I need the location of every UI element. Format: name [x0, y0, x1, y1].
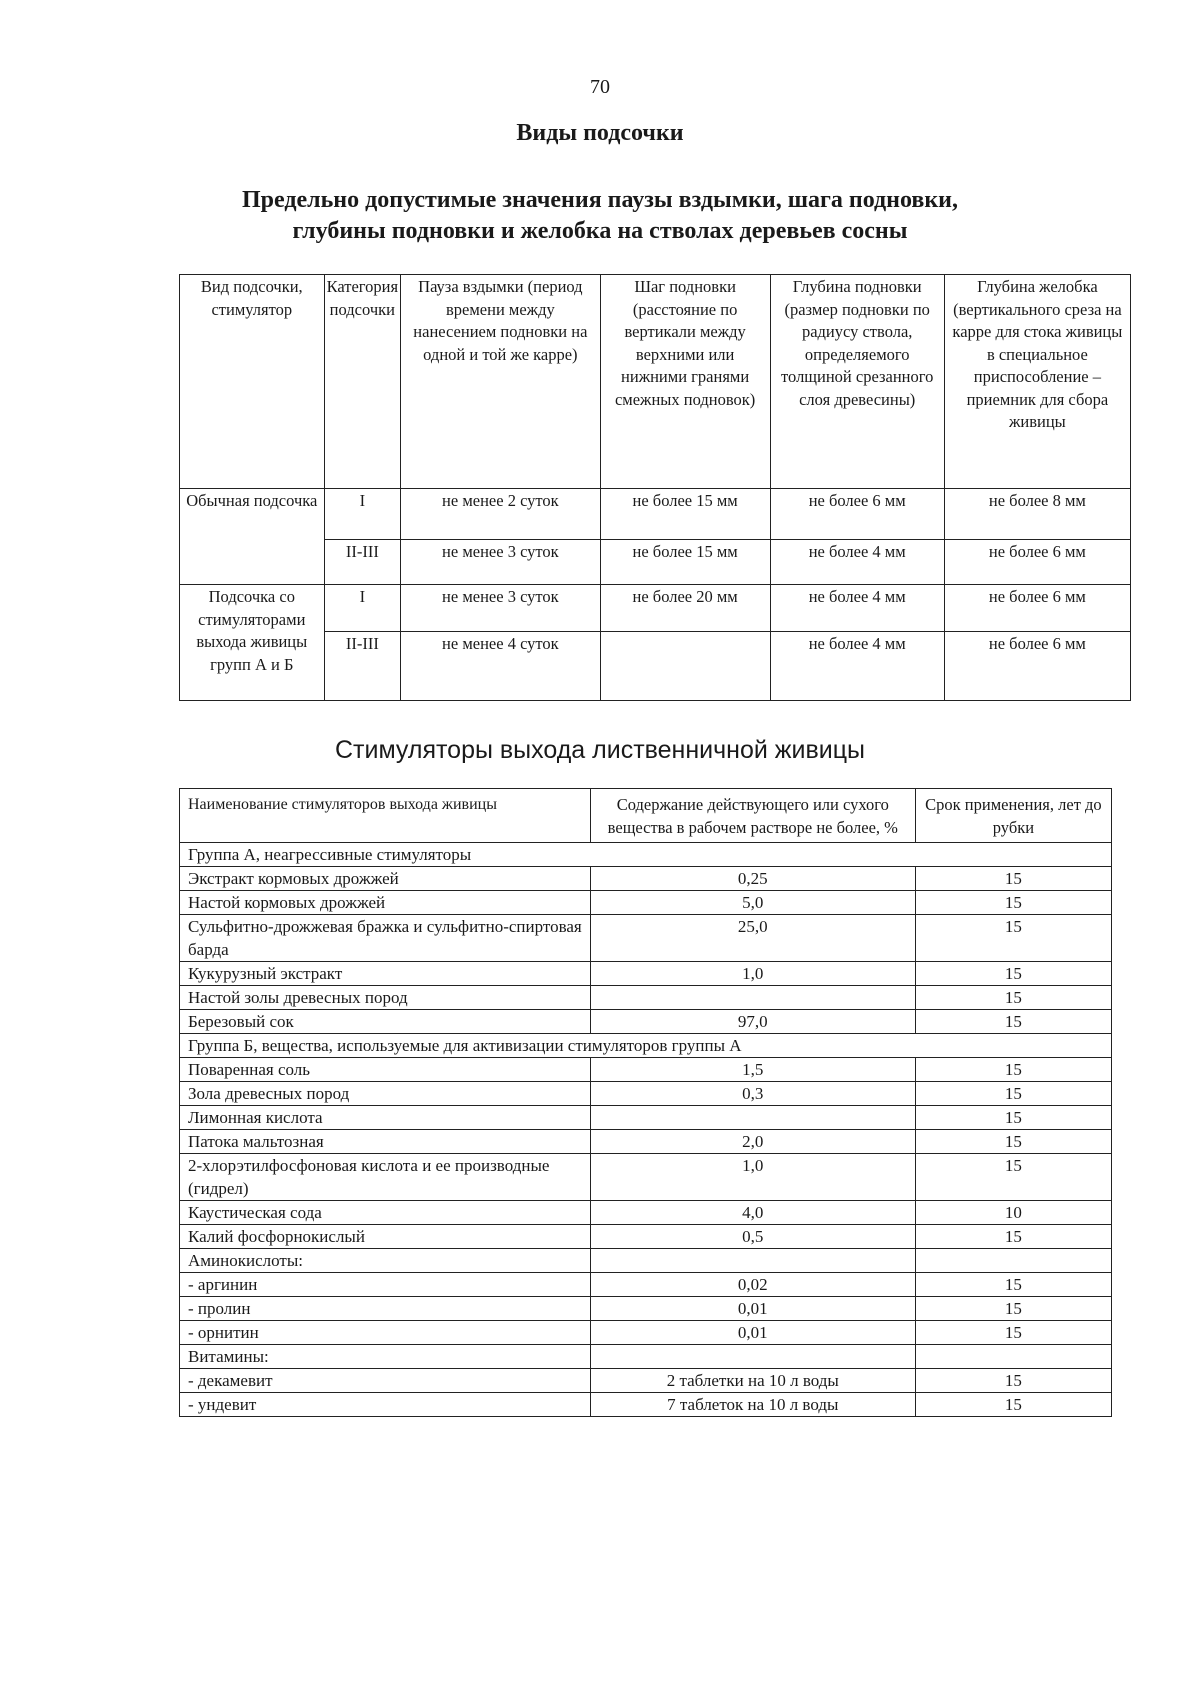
- stimulator-name-cell: - декамевит: [180, 1369, 591, 1393]
- term-years-cell: 15: [915, 1297, 1111, 1321]
- term-years-cell: 15: [915, 1106, 1111, 1130]
- depth-cell: не более 6 мм: [770, 489, 944, 540]
- table2-row: [180, 962, 1112, 986]
- term-years-cell: 15: [915, 1273, 1111, 1297]
- groove-cell: не более 6 мм: [944, 540, 1130, 585]
- term-years-cell: 15: [915, 891, 1111, 915]
- table2-row: [180, 1010, 1112, 1034]
- depth-cell: не более 4 мм: [770, 540, 944, 585]
- table2-row: [180, 1249, 1112, 1273]
- term-years-cell: 15: [915, 986, 1111, 1010]
- stimulator-name-cell: 2-хлорэтилфосфоновая кислота и ее производные (гидрел): [180, 1154, 591, 1201]
- table2-row: [180, 1345, 1112, 1369]
- term-years-cell: 15: [915, 867, 1111, 891]
- stimulator-name-cell: Кукурузный экстракт: [180, 962, 591, 986]
- content-percent-cell: 0,5: [590, 1225, 915, 1249]
- stimulator-name-cell: Сульфитно-дрожжевая бражка и сульфитно-спиртовая барда: [180, 915, 591, 962]
- step-cell: не более 15 мм: [600, 540, 770, 585]
- table2-header-cell: Наименование стимуляторов выхода живицы: [180, 789, 591, 843]
- content-percent-cell: 2 таблетки на 10 л воды: [590, 1369, 915, 1393]
- category-cell: II-III: [324, 540, 401, 585]
- table2-header-cell: Срок применения, лет до рубки: [915, 789, 1111, 843]
- table2-group-row: [180, 843, 1112, 867]
- table2-row: [180, 1106, 1112, 1130]
- term-years-cell: [915, 1345, 1111, 1369]
- content-percent-cell: 0,01: [590, 1321, 915, 1345]
- table2-header-cell: Содержание действующего или сухого вещества в рабочем растворе не более, %: [590, 789, 915, 843]
- groove-cell: не более 6 мм: [944, 585, 1130, 632]
- content-percent-cell: 0,25: [590, 867, 915, 891]
- table2-group-row: [180, 1034, 1112, 1058]
- tapping-type-cell: Подсочка со стимуляторами выхода живицы групп А и Б: [180, 585, 325, 701]
- table2-row: [180, 986, 1112, 1010]
- table2-row: [180, 1225, 1112, 1249]
- content-percent-cell: 1,5: [590, 1058, 915, 1082]
- table2-header-row: [180, 789, 1112, 843]
- section-heading: Виды подсочки: [516, 120, 684, 146]
- pause-cell: не менее 3 суток: [401, 540, 601, 585]
- groove-cell: не более 6 мм: [944, 632, 1130, 701]
- content-percent-cell: 25,0: [590, 915, 915, 962]
- stimulator-name-cell: - пролин: [180, 1297, 591, 1321]
- term-years-cell: 15: [915, 1010, 1111, 1034]
- stimulator-name-cell: Поваренная соль: [180, 1058, 591, 1082]
- content-percent-cell: 4,0: [590, 1201, 915, 1225]
- step-cell: не более 20 мм: [600, 585, 770, 632]
- stimulator-name-cell: Каустическая сода: [180, 1201, 591, 1225]
- depth-cell: не более 4 мм: [770, 585, 944, 632]
- table1-header-cell: Вид подсочки, стимулятор: [180, 275, 325, 489]
- category-cell: II-III: [324, 632, 401, 701]
- table2-row: [180, 1058, 1112, 1082]
- pause-cell: не менее 4 суток: [401, 632, 601, 701]
- content-percent-cell: 0,02: [590, 1273, 915, 1297]
- table1-header-cell: Глубина желобка (вертикального среза на карре для стока живицы в специальное приспособление – приемник для сбора живицы: [944, 275, 1130, 489]
- content-percent-cell: [590, 1106, 915, 1130]
- table2-title: Стимуляторы выхода лиственничной живицы: [334, 736, 866, 764]
- table2-row: [180, 1369, 1112, 1393]
- stimulator-name-cell: Аминокислоты:: [180, 1249, 591, 1273]
- table2-row: [180, 1201, 1112, 1225]
- table1-header-cell: Пауза вздымки (период времени между нанесением подновки на одной и той же карре): [401, 275, 601, 489]
- content-percent-cell: [590, 986, 915, 1010]
- table1-row: [180, 585, 1131, 632]
- table2-row: [180, 1082, 1112, 1106]
- content-percent-cell: 1,0: [590, 962, 915, 986]
- table1-title-line2: глубины подновки и желобка на стволах деревьев сосны: [292, 218, 908, 244]
- stimulator-name-cell: Зола древесных пород: [180, 1082, 591, 1106]
- table1-header-cell: Шаг подновки (расстояние по вертикали между верхними или нижними гранями смежных подновок): [600, 275, 770, 489]
- term-years-cell: 15: [915, 962, 1111, 986]
- group-label-cell: Группа Б, вещества, используемые для активизации стимуляторов группы А: [180, 1034, 1112, 1058]
- content-percent-cell: 5,0: [590, 891, 915, 915]
- table2-row: [180, 915, 1112, 962]
- pause-cell: не менее 2 суток: [401, 489, 601, 540]
- content-percent-cell: 2,0: [590, 1130, 915, 1154]
- content-percent-cell: [590, 1249, 915, 1273]
- term-years-cell: 10: [915, 1201, 1111, 1225]
- step-cell: не более 15 мм: [600, 489, 770, 540]
- stimulator-name-cell: - орнитин: [180, 1321, 591, 1345]
- stimulators-table: [179, 788, 1112, 1417]
- table1-row: [180, 489, 1131, 540]
- table1-header-row: [180, 275, 1131, 489]
- table2-row: [180, 1393, 1112, 1417]
- content-percent-cell: 0,01: [590, 1297, 915, 1321]
- groove-cell: не более 8 мм: [944, 489, 1130, 540]
- table2-row: [180, 1321, 1112, 1345]
- term-years-cell: 15: [915, 1154, 1111, 1201]
- table2-row: [180, 891, 1112, 915]
- table1-header-cell: Глубина подновки (размер подновки по радиусу ствола, определяемого толщиной срезанного слоя древесины): [770, 275, 944, 489]
- term-years-cell: 15: [915, 1225, 1111, 1249]
- table2-row: [180, 1130, 1112, 1154]
- group-label-cell: Группа А, неагрессивные стимуляторы: [180, 843, 1112, 867]
- table2-row: [180, 1273, 1112, 1297]
- content-percent-cell: [590, 1345, 915, 1369]
- step-cell: [600, 632, 770, 701]
- term-years-cell: 15: [915, 1130, 1111, 1154]
- content-percent-cell: 1,0: [590, 1154, 915, 1201]
- category-cell: I: [324, 489, 401, 540]
- table2-row: [180, 1297, 1112, 1321]
- stimulator-name-cell: Патока мальтозная: [180, 1130, 591, 1154]
- content-percent-cell: 0,3: [590, 1082, 915, 1106]
- content-percent-cell: 7 таблеток на 10 л воды: [590, 1393, 915, 1417]
- term-years-cell: 15: [915, 1369, 1111, 1393]
- tapping-type-cell: Обычная подсочка: [180, 489, 325, 585]
- stimulator-name-cell: - ундевит: [180, 1393, 591, 1417]
- stimulator-name-cell: Витамины:: [180, 1345, 591, 1369]
- depth-cell: не более 4 мм: [770, 632, 944, 701]
- stimulator-name-cell: Настой золы древесных пород: [180, 986, 591, 1010]
- table1-header-cell: Категория подсочки: [324, 275, 401, 489]
- table1-title: [150, 185, 1050, 247]
- category-cell: I: [324, 585, 401, 632]
- stimulator-name-cell: Лимонная кислота: [180, 1106, 591, 1130]
- content-percent-cell: 97,0: [590, 1010, 915, 1034]
- pause-cell: не менее 3 суток: [401, 585, 601, 632]
- term-years-cell: 15: [915, 1393, 1111, 1417]
- term-years-cell: 15: [915, 1321, 1111, 1345]
- term-years-cell: 15: [915, 1082, 1111, 1106]
- stimulator-name-cell: Березовый сок: [180, 1010, 591, 1034]
- table1-title-line1: Предельно допустимые значения паузы вздымки, шага подновки,: [241, 187, 959, 213]
- stimulator-name-cell: Калий фосфорнокислый: [180, 1225, 591, 1249]
- table2-row: [180, 1154, 1112, 1201]
- table2-row: [180, 867, 1112, 891]
- stimulator-name-cell: Настой кормовых дрожжей: [180, 891, 591, 915]
- tapping-limits-table: [179, 274, 1131, 701]
- stimulator-name-cell: Экстракт кормовых дрожжей: [180, 867, 591, 891]
- term-years-cell: 15: [915, 1058, 1111, 1082]
- term-years-cell: 15: [915, 915, 1111, 962]
- term-years-cell: [915, 1249, 1111, 1273]
- page-number: 70: [590, 76, 610, 98]
- stimulator-name-cell: - аргинин: [180, 1273, 591, 1297]
